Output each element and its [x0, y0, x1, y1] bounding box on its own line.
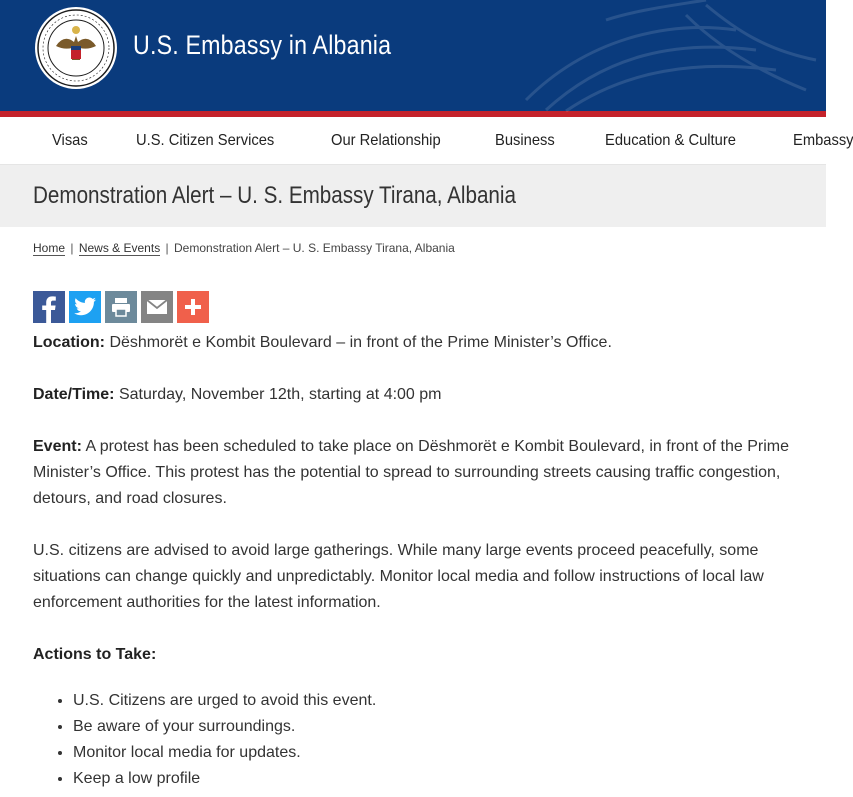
nav-item-education-culture[interactable]: Education & Culture [605, 131, 737, 149]
nav-item-embassy[interactable]: Embassy [792, 131, 853, 149]
print-icon [110, 296, 132, 318]
breadcrumb [33, 241, 826, 255]
datetime-label: Date/Time: [33, 386, 115, 403]
twitter-share-button[interactable] [69, 291, 101, 323]
event-paragraph [33, 434, 793, 512]
site-header [0, 0, 826, 111]
department-of-state-seal-icon[interactable] [34, 6, 118, 90]
twitter-icon [73, 295, 97, 319]
nav-item-visas[interactable]: Visas [52, 131, 88, 149]
email-icon [145, 295, 169, 319]
eagle-watermark-icon [406, 0, 826, 111]
location-paragraph [33, 330, 793, 356]
page-title: Demonstration Alert – U. S. Embassy Tirana, Albania [33, 182, 516, 209]
event-text: A protest has been scheduled to take place on Dëshmorët e Kombit Boulevard, in front of the Prime Minister’s Office. This protest has the potential to spread to surrounding streets causing traffic congestion, detours, and road closures. [33, 438, 789, 507]
datetime-text: Saturday, November 12th, starting at 4:00 pm [114, 386, 442, 403]
location-label: Location: [33, 334, 105, 351]
location-text: Dëshmorët e Kombit Boulevard – in front of the Prime Minister’s Office. [105, 334, 612, 351]
breadcrumb-separator: | [70, 241, 74, 255]
breadcrumb-current: Demonstration Alert – U. S. Embassy Tirana, Albania [174, 241, 455, 255]
breadcrumb-home-link[interactable]: Home [33, 241, 66, 255]
list-item: • Monitor local media for updates. [73, 740, 793, 766]
nav-item-business[interactable]: Business [495, 131, 556, 149]
event-label: Event: [33, 438, 82, 455]
site-title[interactable]: U.S. Embassy in Albania [133, 30, 392, 60]
facebook-share-button[interactable] [33, 291, 65, 323]
article-body [33, 330, 793, 792]
share-bar [33, 291, 826, 323]
actions-label: Actions to Take: [33, 646, 157, 663]
actions-heading [33, 642, 793, 668]
main-nav [0, 117, 853, 165]
breadcrumb-news-link[interactable]: News & Events [78, 241, 161, 255]
datetime-paragraph [33, 382, 793, 408]
list-item: • Keep a low profile [73, 766, 793, 792]
more-share-button[interactable] [177, 291, 209, 323]
email-share-button[interactable] [141, 291, 173, 323]
title-band [0, 165, 826, 227]
advice-paragraph: U.S. citizens are advised to avoid large gatherings. While many large events proceed peacefully, some situations can change quickly and unpredictably. Monitor local media and follow instructions of local law enforcement authorities for the latest information. [33, 542, 764, 611]
actions-list [73, 688, 793, 792]
list-item: • U.S. Citizens are urged to avoid this event. [73, 688, 793, 714]
plus-icon [182, 296, 204, 318]
list-item: • Be aware of your surroundings. [73, 714, 793, 740]
breadcrumb-separator: | [165, 241, 169, 255]
print-share-button[interactable] [105, 291, 137, 323]
facebook-icon [33, 291, 65, 323]
nav-item-citizen-services[interactable]: U.S. Citizen Services [135, 131, 275, 149]
nav-item-our-relationship[interactable]: Our Relationship [331, 131, 441, 149]
